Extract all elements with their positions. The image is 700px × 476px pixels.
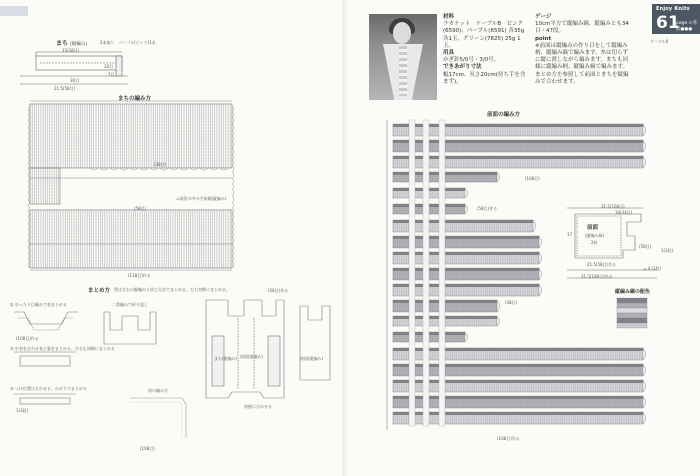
row-turn	[643, 380, 646, 392]
edge-scallop	[28, 214, 30, 220]
stripe-title: 縦編み縞の配色	[615, 289, 651, 295]
edge-scallop	[28, 238, 30, 244]
dim-h: (58目)	[134, 206, 147, 211]
row-turn	[643, 364, 646, 376]
edge-scallop	[28, 196, 30, 202]
row-turn	[465, 188, 468, 198]
step-2: ② 中表を合わせ表と裏をまとめる。左右も同様にまとめる	[10, 346, 115, 351]
right-dim-d: (58目)	[639, 244, 652, 249]
edge-scallop	[28, 178, 30, 184]
edge-scallop	[28, 154, 30, 160]
point-body: ※前面は縦編みの作り目をして縦編み柄、縦編み縞で編みます。糸は切らずに縦に渡しながら編みます。まちも同様に縦編み柄、縦編み縞で編みます。まとめ方を参照して前面とまちを縦編みで合わせます。	[535, 42, 629, 85]
category-label: ケーブル6	[650, 39, 669, 44]
edge-scallop	[232, 238, 234, 244]
arc-marker	[200, 168, 208, 170]
label-side: まち(縦編み)	[214, 356, 238, 361]
edge-scallop	[232, 226, 234, 232]
edge-scallop	[28, 190, 30, 196]
edge-scallop	[232, 148, 234, 154]
gauge-title: ゲージ	[535, 14, 552, 20]
edge-scallop	[232, 250, 234, 256]
dim-l: (108目)作る	[16, 336, 39, 341]
arc-marker	[140, 168, 148, 170]
edge-scallop	[28, 226, 30, 232]
arc-marker	[130, 168, 138, 170]
edge-scallop	[232, 196, 234, 202]
edge-scallop	[232, 256, 234, 262]
edge-scallop	[232, 172, 234, 178]
edge-scallop	[232, 262, 234, 268]
arc-marker	[150, 168, 158, 170]
edge-scallop	[232, 184, 234, 190]
right-page-diagrams	[347, 0, 700, 476]
join-column	[409, 120, 415, 426]
gusset-spec: 2本取り パープル(ピンク)1本	[100, 40, 156, 45]
row-turn	[643, 140, 646, 152]
row-turn	[643, 396, 646, 408]
front-label: 前面	[587, 225, 599, 231]
gauge-body: 10cm平方で縦編み縞、縦編みとも34目・47段。	[535, 21, 629, 35]
edge-scallop	[28, 136, 30, 142]
row-turn	[643, 124, 646, 136]
front-sub2: 2枚	[591, 240, 598, 245]
row-turn	[539, 236, 542, 248]
front-sub: (縦編み縞)	[585, 233, 605, 238]
dim-d: 30目	[70, 78, 80, 83]
edge-scallop	[232, 190, 234, 196]
edge-scallop	[232, 244, 234, 250]
point-title: point	[535, 35, 552, 42]
row-turn	[539, 268, 542, 280]
row-turn	[533, 220, 536, 232]
arc-marker	[170, 168, 178, 170]
edge-scallop	[232, 178, 234, 184]
gusset-chart	[28, 104, 234, 268]
edge-scallop	[232, 130, 234, 136]
dim-a: 10目	[104, 64, 114, 69]
edge-scallop	[28, 166, 30, 172]
edge-scallop	[28, 142, 30, 148]
arc-marker	[220, 168, 228, 170]
tools-title: 用具	[443, 50, 455, 57]
edge-scallop	[28, 124, 30, 130]
join-column	[423, 120, 429, 426]
materials-title: 材料	[443, 14, 455, 20]
left-page-diagrams	[0, 0, 346, 476]
edge-scallop	[28, 148, 30, 154]
step-1: ① ゆったり目編みで表まとめる	[10, 302, 67, 307]
edge-scallop	[28, 250, 30, 256]
edge-scallop	[28, 220, 30, 226]
edge-scallop	[28, 208, 30, 214]
arc-marker	[90, 168, 98, 170]
finishing-title: まとめ方	[88, 288, 111, 294]
edge-scallop	[232, 220, 234, 226]
row-turn	[497, 172, 500, 182]
row-turn	[643, 348, 646, 360]
gauge-note: =前段の中の手前側(縦編み)	[176, 196, 227, 201]
stripe-swatch	[617, 318, 647, 323]
arc-marker	[180, 168, 188, 170]
stripe-swatch	[617, 298, 647, 303]
edge-scallop	[28, 118, 30, 124]
gusset-chart-title: まちの編み方	[118, 96, 152, 102]
stripe-swatch	[617, 313, 647, 318]
page-label: page の作品●●●	[676, 21, 698, 32]
right-dim-i: (38目)	[505, 300, 518, 305]
edge-scallop	[28, 172, 30, 178]
edge-scallop	[232, 166, 234, 172]
dim-f: 1(3段)	[16, 408, 29, 413]
dim-i: (118目)作る	[128, 273, 151, 278]
left-page	[0, 0, 347, 476]
edge-scallop	[232, 106, 234, 112]
arc-marker	[120, 168, 128, 170]
dim-c: 15(38目)	[62, 48, 80, 53]
finishing-subtitle: 図は左右の縦編みと同じ方法でまとめる。左右対称にまとめる。	[114, 287, 230, 292]
edge-scallop	[232, 142, 234, 148]
row-turn	[539, 252, 542, 264]
edge-scallop	[232, 214, 234, 220]
arc-marker	[160, 168, 168, 170]
right-dim-l: (58目)作る	[477, 206, 498, 211]
label-back: 前面(縦編み)	[300, 356, 324, 361]
edge-scallop	[232, 208, 234, 214]
edge-scallop	[232, 154, 234, 160]
right-dim-h: (108目)作る	[497, 436, 520, 441]
edge-scallop	[28, 130, 30, 136]
right-page	[347, 0, 700, 476]
row-turn	[643, 156, 646, 168]
page-number: 61	[656, 13, 680, 33]
row-turn	[497, 316, 500, 326]
row-turn	[465, 332, 468, 342]
dim-k: (108目)	[140, 446, 155, 451]
edge-scallop	[28, 262, 30, 268]
edge-scallop	[28, 244, 30, 250]
join-column	[439, 120, 445, 426]
right-dim-j: = 4 (1段)	[643, 266, 662, 271]
note-fold: 二重編みで折り返し	[112, 302, 148, 307]
right-dim-e: 21.5(58目)作る	[587, 262, 617, 267]
edge-scallop	[28, 160, 30, 166]
stripe-swatch	[617, 323, 647, 328]
tools-body: かぎ針5/0号・3/0号。	[443, 57, 500, 64]
dim-j: (58目)作る	[268, 288, 289, 293]
note-edge: 前後に合わせる	[244, 404, 272, 409]
gusset-title: まち (縦編み)	[56, 40, 88, 47]
arc-marker	[100, 168, 108, 170]
edge-scallop	[28, 202, 30, 208]
front-chart-title: 前面の編み方	[487, 112, 521, 118]
step-3: ③ つけ位置は合わせる。かがりでまとめる	[10, 386, 87, 391]
edge-scallop	[232, 160, 234, 166]
materials-body: ラカナット ケーブルB ピンク(6590)、パープル(6591) 各35g 各1玉、グリーン(7825) 25g 1玉。	[443, 21, 525, 49]
edge-scallop	[28, 184, 30, 190]
right-dim-g: (108目)	[525, 176, 540, 181]
dim-g: (38目)	[154, 162, 167, 167]
arc-marker	[210, 168, 218, 170]
edge-scallop	[28, 106, 30, 112]
dim-b: 7目	[108, 72, 115, 77]
row-turn	[465, 204, 468, 214]
edge-scallop	[28, 112, 30, 118]
label-body: 前面(縦編み)	[240, 354, 264, 359]
size-body: 幅17cm、長さ20cm(持ち手を含まず)。	[443, 71, 526, 85]
edge-scallop	[232, 232, 234, 238]
right-dim-f: 31.5(108目)作る	[581, 274, 613, 279]
edge-scallop	[232, 124, 234, 130]
arc-marker	[190, 168, 198, 170]
dim-e: 21.5(58目)	[54, 86, 76, 91]
edge-scallop	[232, 112, 234, 118]
row-turn	[539, 284, 542, 296]
edge-scallop	[28, 256, 30, 262]
right-dim-c: 17	[567, 232, 573, 237]
row-turn	[643, 412, 646, 424]
stripe-swatch	[617, 303, 647, 308]
finishing-diagrams	[14, 300, 330, 438]
edge-scallop	[232, 118, 234, 124]
stripe-key	[617, 298, 647, 328]
edge-scallop	[28, 232, 30, 238]
right-dim-k: 1(3段)	[661, 248, 674, 253]
edge-title: 角の編み方	[148, 388, 168, 393]
row-turn	[497, 300, 500, 312]
size-title: できあがり寸法	[443, 64, 482, 71]
edge-scallop	[232, 202, 234, 208]
right-dim-a: 31.5(108目)	[601, 204, 625, 209]
brand-label: Enjoy Knits	[656, 6, 690, 12]
right-dim-b: 10(34目)	[615, 210, 633, 215]
arc-marker	[110, 168, 118, 170]
edge-scallop	[232, 136, 234, 142]
stripe-swatch	[617, 308, 647, 313]
